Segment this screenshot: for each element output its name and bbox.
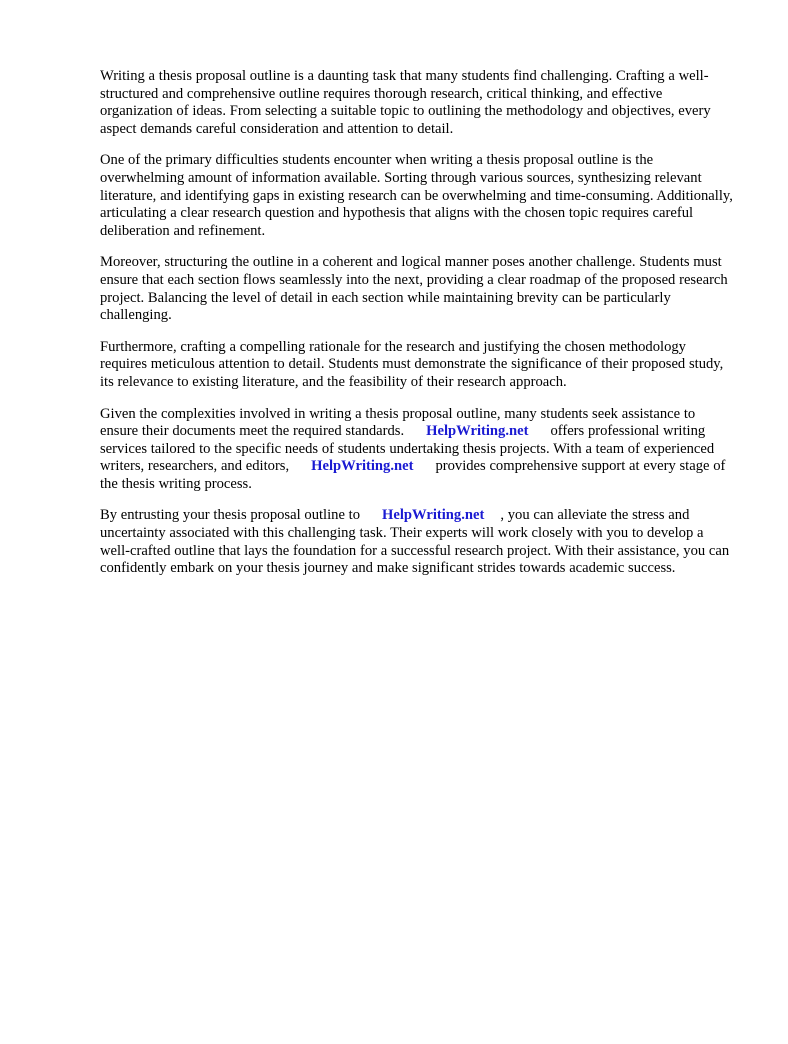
helpwriting-link-1[interactable]: HelpWriting.net (426, 423, 529, 440)
paragraph-intro: Writing a thesis proposal outline is a daunting task that many students find challenging. Crafting a well-structured and comprehensive outline requires thorough research, critical thinking, and effective organization of ideas. From selecting a suitable topic to outlining the methodology and objectives, every aspect demands careful consideration and attention to detail. (100, 68, 711, 137)
helpwriting-link-2[interactable]: HelpWriting.net (311, 458, 414, 475)
paragraph-structuring-outline: Moreover, structuring the outline in a coherent and logical manner poses another challenge. Students must ensure that each section flows seamlessly into the next, providing a clear roadmap of the proposed research project. Balancing the level of detail in each section while maintaining brevity can be particularly challenging. (100, 254, 728, 324)
paragraph-rationale: Furthermore, crafting a compelling rationale for the research and justifying the chosen methodology requires meticulous attention to detail. Students must demonstrate the significance of their proposed study, its relevance to existing literature, and the feasibility of their research approach. (100, 338, 724, 390)
paragraph-seek-assistance-text-3: provides comprehensive support at every stage of the thesis writing process. (100, 458, 726, 492)
paragraph-entrusting-text-2: , you can alleviate the stress and uncertainty associated with this challenging task. Their experts will work closely with you to develop a well-crafted outline that lays the foundation for a successful research project. With their assistance, you can confidently embark on your thesis journey and make significant strides towards academic success. (100, 507, 730, 577)
helpwriting-link-3[interactable]: HelpWriting.net (382, 507, 485, 524)
paragraph-entrusting (100, 507, 733, 577)
paragraph-seek-assistance (100, 406, 733, 494)
paragraph-primary-difficulties: One of the primary difficulties students encounter when writing a thesis proposal outline is the overwhelming amount of information available. Sorting through various sources, synthesizing relevant literature, and identifying gaps in existing research can be overwhelming and time-consuming. Additionally, articulating a clear research question and hypothesis that aligns with the chosen topic requires careful deliberation and refinement. (100, 152, 733, 239)
paragraph-entrusting-text-1: By entrusting your thesis proposal outline to (100, 507, 361, 524)
paragraph-seek-assistance-text-2: offers professional writing services tailored to the specific needs of students undertaking thesis projects. With a team of experienced writers, researchers, and editors, (100, 423, 715, 475)
paragraph-seek-assistance-text-1: Given the complexities involved in writing a thesis proposal outline, many students seek assistance to ensure their documents meet the required standards. (100, 405, 696, 440)
document-body (100, 68, 733, 578)
